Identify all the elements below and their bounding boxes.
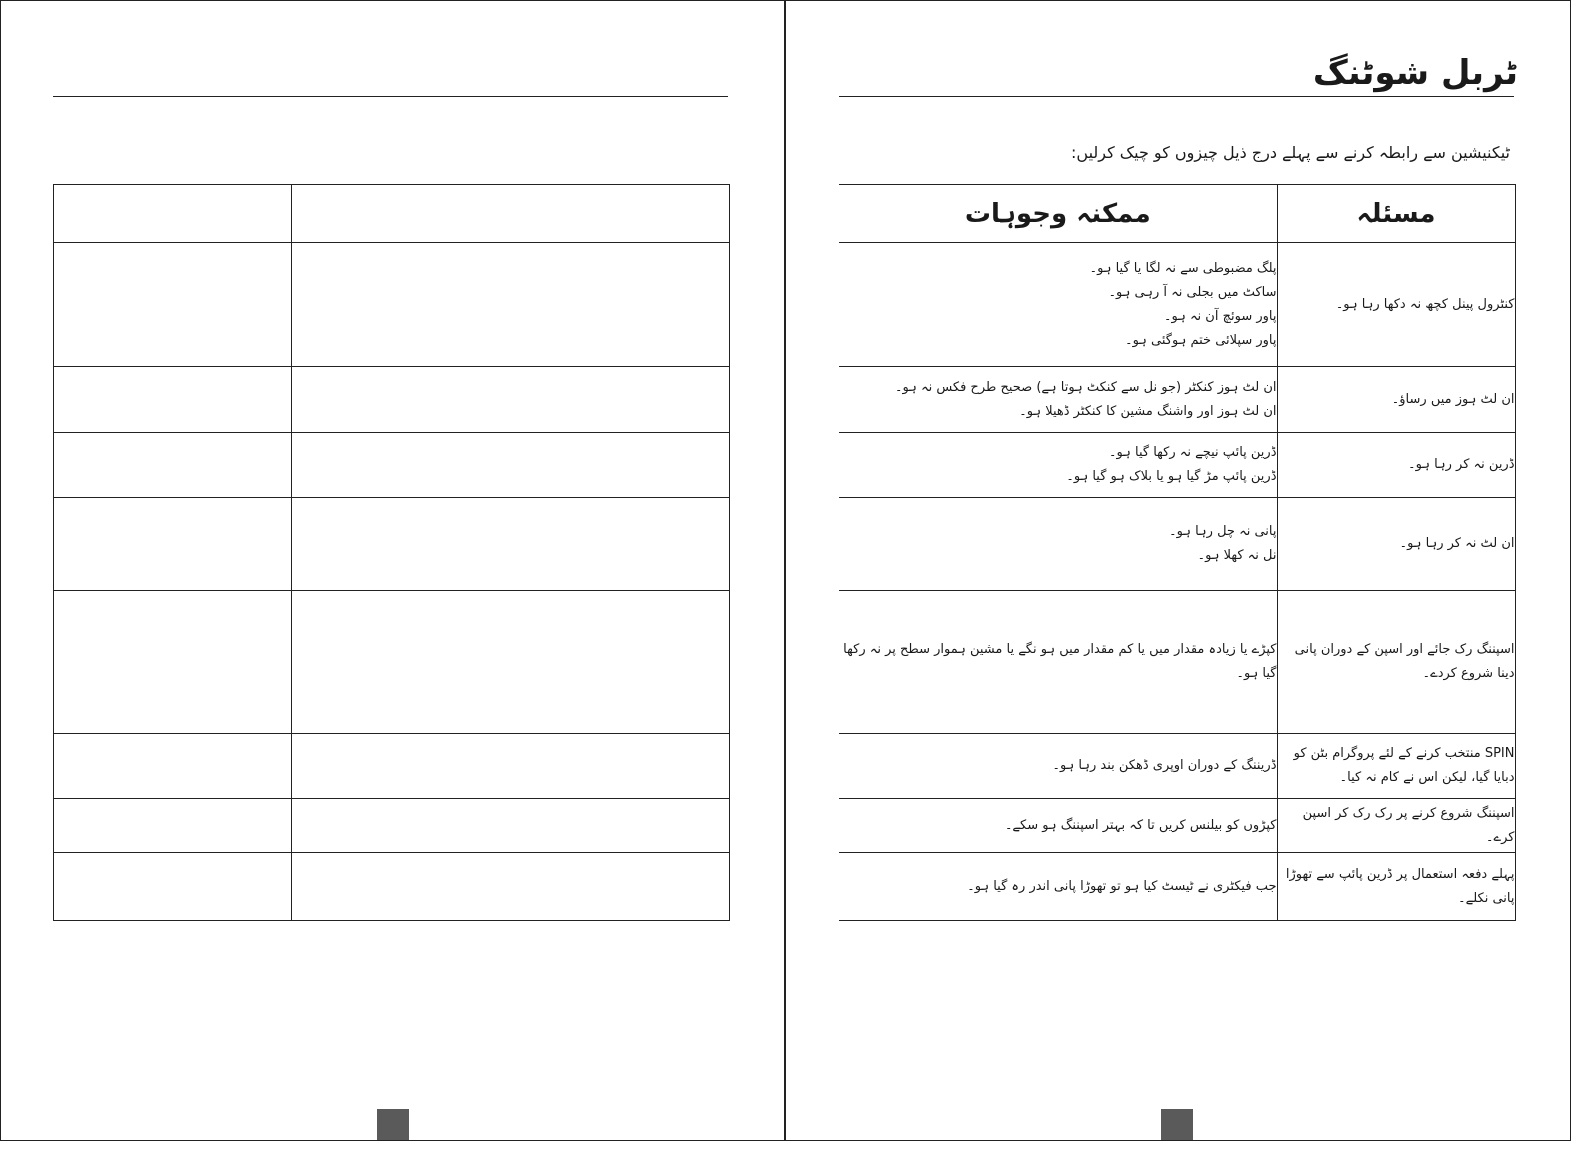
blank-cell	[292, 799, 730, 853]
cause-item: ڈرین پائپ مڑ گیا ہو یا بلاک ہو گیا ہو۔	[1066, 469, 1277, 484]
causes-cell	[839, 433, 1277, 498]
header-rule	[839, 96, 1514, 97]
cause-item: ڈرین پائپ نیچے نہ رکھا گیا ہو۔	[1108, 445, 1277, 460]
blank-table	[53, 184, 730, 921]
page-number-box	[1161, 1109, 1193, 1140]
cause-item: پاور سوئچ آن نہ ہو۔	[1163, 308, 1277, 324]
causes-cell	[839, 853, 1277, 921]
table-row	[839, 498, 1515, 591]
blank-cell	[54, 853, 292, 921]
blank-cell	[54, 799, 292, 853]
table-row	[839, 591, 1515, 734]
blank-cell	[292, 591, 730, 734]
cause-item: ان لٹ ہوز اور واشنگ مشین کا کنکٹر ڈھیلا ہو۔	[1019, 403, 1277, 419]
blank-cell	[292, 853, 730, 921]
causes-cell	[839, 591, 1277, 734]
blank-cell	[54, 243, 292, 367]
cause-item: پانی نہ چل رہا ہو۔	[1169, 524, 1277, 539]
table-row	[839, 799, 1515, 853]
blank-cell	[292, 185, 730, 243]
blank-cell	[292, 734, 730, 799]
cause-item: جب فیکٹری نے ٹیسٹ کیا ہو تو تھوڑا پانی اندر رہ گیا ہو۔	[967, 878, 1277, 894]
cause-item: پاور سپلائی ختم ہوگئی ہو۔	[1124, 332, 1277, 348]
page-title: ٹربل شوٹنگ	[1312, 53, 1518, 93]
causes-header: ممکنہ وجوہات	[839, 185, 1277, 243]
blank-cell	[292, 243, 730, 367]
table-row	[839, 433, 1515, 498]
cause-item: کپڑوں کو بیلنس کریں تا کہ بہتر اسپننگ ہو سکے۔	[1004, 817, 1277, 833]
causes-cell	[839, 367, 1277, 433]
table-row	[839, 734, 1515, 799]
problem-cell: اسپننگ رک جائے اور اسپن کے دوران پانی دینا شروع کردے۔	[1277, 591, 1515, 734]
blank-cell	[292, 433, 730, 498]
blank-cell	[54, 591, 292, 734]
left-page	[0, 0, 785, 1141]
blank-cell	[292, 498, 730, 591]
blank-cell	[54, 734, 292, 799]
problem-cell: ڈرین نہ کر رہا ہو۔	[1277, 433, 1515, 498]
intro-text: ٹیکنیشین سے رابطہ کرنے سے پہلے درج ذیل چیزوں کو چیک کرلیں:	[1071, 143, 1510, 162]
blank-cell	[54, 433, 292, 498]
troubleshooting-table	[839, 184, 1516, 921]
cause-item: نل نہ کھلا ہو۔	[1197, 548, 1277, 563]
cause-item: پلگ مضبوطی سے نہ لگا یا گیا ہو۔	[1089, 260, 1277, 276]
problem-cell: ان لٹ ہوز میں رساؤ۔	[1277, 367, 1515, 433]
blank-cell	[54, 498, 292, 591]
causes-cell	[839, 243, 1277, 367]
cause-item: ساکٹ میں بجلی نہ آ رہی ہو۔	[1108, 284, 1277, 300]
blank-cell	[292, 367, 730, 433]
problem-cell: کنٹرول پینل کچھ نہ دکھا رہا ہو۔	[1277, 243, 1515, 367]
causes-cell	[839, 498, 1277, 591]
page-number-box	[377, 1109, 409, 1140]
problem-cell: SPIN منتخب کرنے کے لئے پروگرام بٹن کو دبایا گیا، لیکن اس نے کام نہ کیا۔	[1277, 734, 1515, 799]
right-page	[785, 0, 1571, 1141]
problem-header: مسئلہ	[1277, 185, 1515, 243]
causes-cell	[839, 799, 1277, 853]
header-rule	[53, 96, 728, 97]
problem-cell: پہلے دفعہ استعمال پر ڈرین پائپ سے تھوڑا پانی نکلے۔	[1277, 853, 1515, 921]
blank-cell	[54, 185, 292, 243]
causes-cell	[839, 734, 1277, 799]
table-row	[839, 853, 1515, 921]
table-row	[839, 243, 1515, 367]
cause-item: ڈریننگ کے دوران اوپری ڈھکن بند رہا ہو۔	[1052, 758, 1277, 773]
problem-cell: اسپننگ شروع کرنے پر رک رک کر اسپن کرے۔	[1277, 799, 1515, 853]
cause-item: ان لٹ ہوز کنکٹر (جو نل سے کنکٹ ہوتا ہے) صحیح طرح فکس نہ ہو۔	[894, 379, 1277, 395]
problem-cell: ان لٹ نہ کر رہا ہو۔	[1277, 498, 1515, 591]
table-row	[839, 367, 1515, 433]
blank-cell	[54, 367, 292, 433]
cause-item: کپڑے یا زیادہ مقدار میں یا کم مقدار میں ہو نگے یا مشین ہموار سطح پر نہ رکھا گیا ہو۔	[843, 642, 1277, 681]
